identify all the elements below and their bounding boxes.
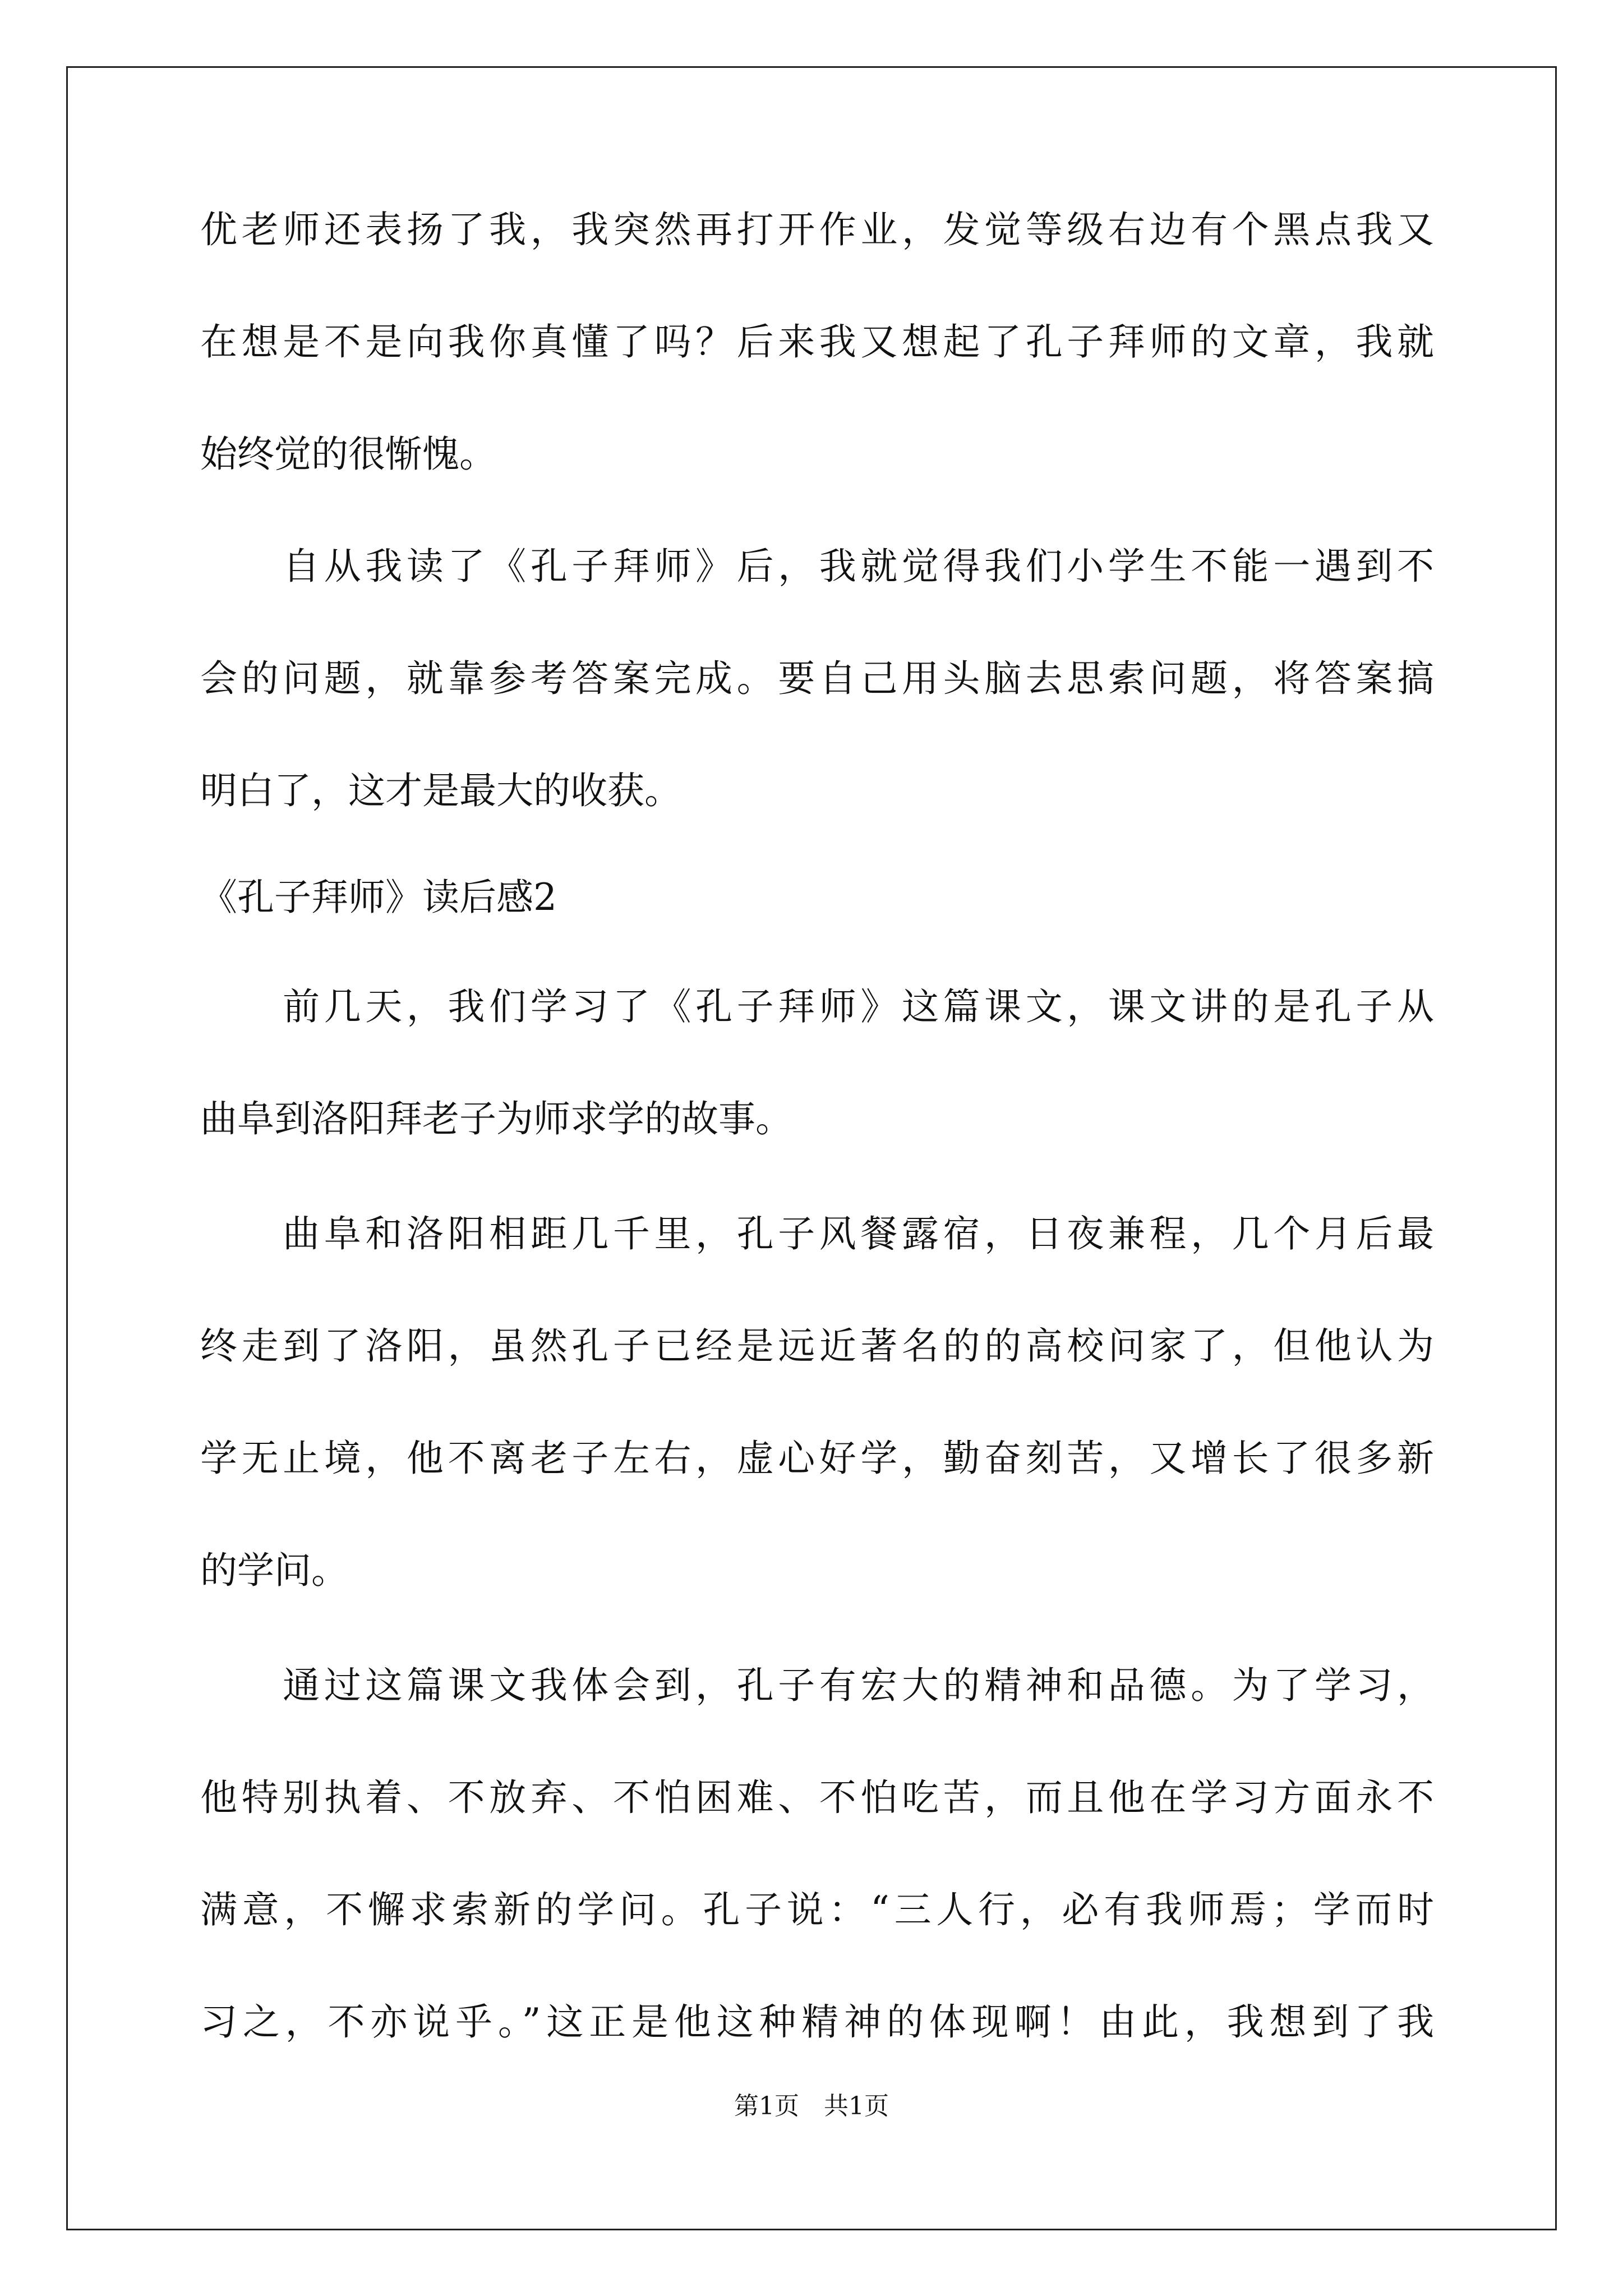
paragraph-line: 始终觉的很惭愧。	[200, 432, 496, 476]
paragraph-line: 曲阜和洛阳相距几千里，孔子风餐露宿，日夜兼程，几个月后最	[200, 1212, 1434, 1255]
paragraph-line: 他特别执着、不放弃、不怕困难、不怕吃苦，而且他在学习方面永不	[200, 1776, 1434, 1819]
section-heading: 《孔子拜师》读后感2	[200, 876, 557, 919]
paragraph-line: 终走到了洛阳，虽然孔子已经是远近著名的的高校问家了，但他认为	[200, 1324, 1434, 1368]
paragraph-line: 前几天，我们学习了《孔子拜师》这篇课文，课文讲的是孔子从	[200, 985, 1434, 1028]
paragraph-line: 在想是不是向我你真懂了吗？后来我又想起了孔子拜师的文章，我就	[200, 320, 1434, 364]
paragraph-line: 学无止境，他不离老子左右，虚心好学，勤奋刻苦，又增长了很多新	[200, 1437, 1434, 1480]
paragraph-line: 自从我读了《孔子拜师》后，我就觉得我们小学生不能一遇到不	[200, 545, 1434, 588]
paragraph-line: 满意，不懈求索新的学问。孔子说：“三人行，必有我师焉；学而时	[200, 1888, 1434, 1931]
paragraph-line: 会的问题，就靠参考答案完成。要自己用头脑去思索问题，将答案搞	[200, 657, 1434, 700]
paragraph-line: 优老师还表扬了我，我突然再打开作业，发觉等级右边有个黑点我又	[200, 208, 1434, 251]
paragraph-line: 曲阜到洛阳拜老子为师求学的故事。	[200, 1097, 792, 1140]
paragraph-line: 的学问。	[200, 1549, 348, 1592]
paragraph-line: 习之，不亦说乎。”这正是他这种精神的体现啊！由此，我想到了我	[200, 2000, 1434, 2044]
paragraph-line: 通过这篇课文我体会到，孔子有宏大的精神和品德。为了学习，	[200, 1664, 1434, 1707]
page-footer: 第1页 共1页	[734, 2092, 889, 2120]
paragraph-line: 明白了，这才是最大的收获。	[200, 769, 681, 812]
